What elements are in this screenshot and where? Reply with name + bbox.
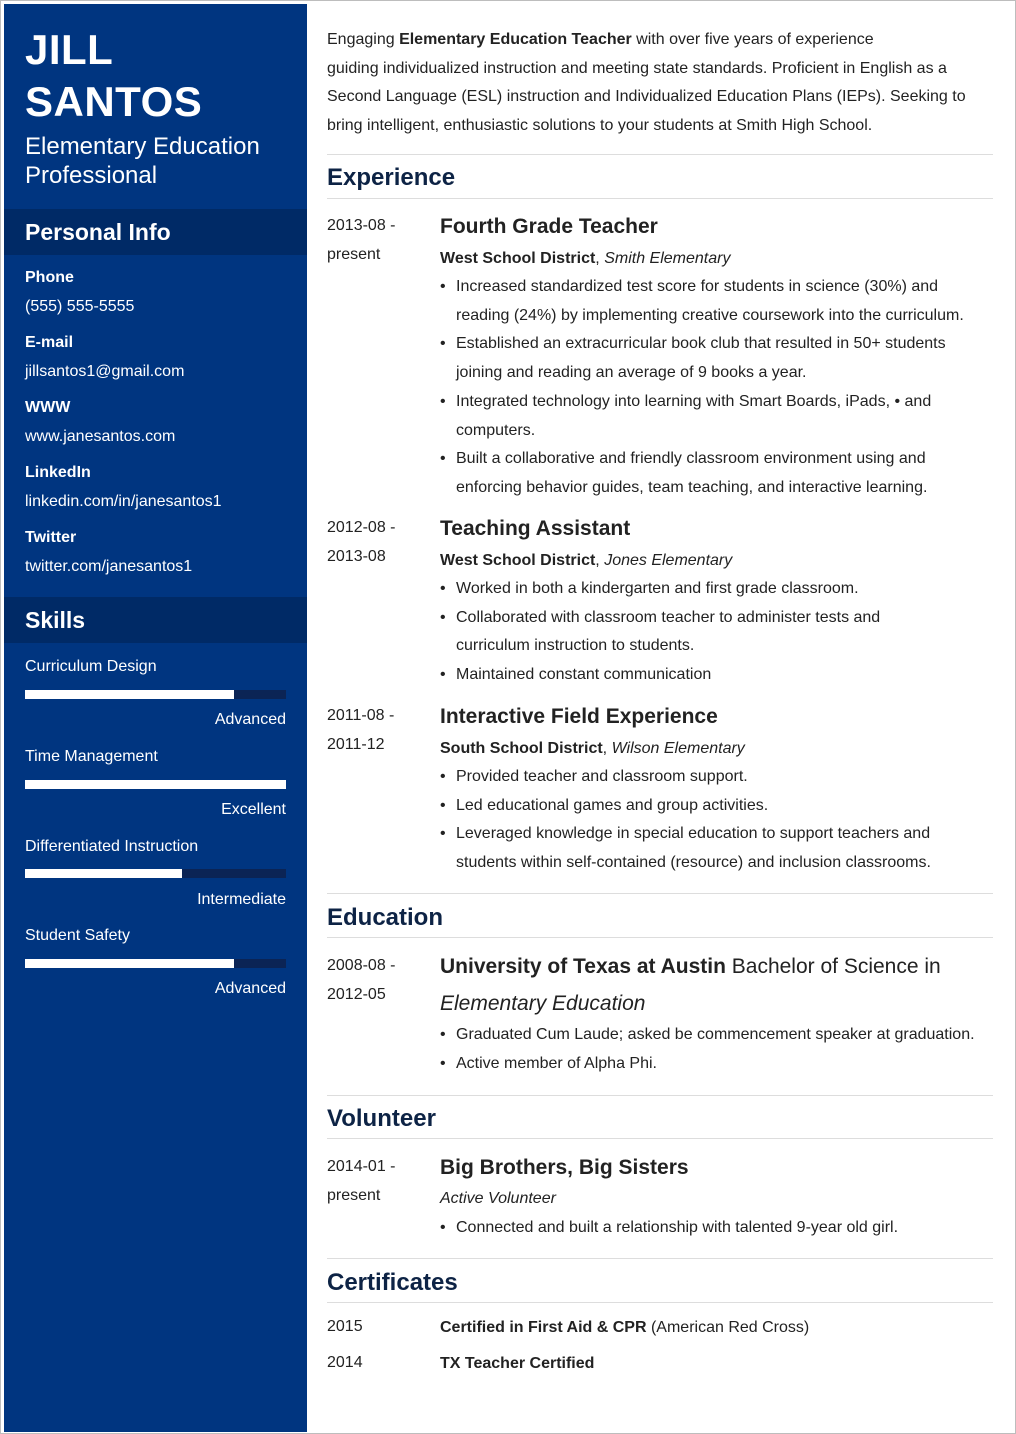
list-item: • Active member of Alpha Phi. <box>440 1050 993 1079</box>
list-item: • Increased standardized test score for students in science (30%) and reading (24%) by implementing creative coursework into the curriculum. <box>440 273 993 330</box>
twitter-value[interactable]: twitter.com/janesantos1 <box>25 558 193 575</box>
www-label: WWW <box>25 399 71 416</box>
volunteer-title: Volunteer <box>327 1105 436 1132</box>
divider <box>327 198 993 199</box>
job-title: Teaching Assistant <box>440 517 631 540</box>
list-item: • Built a collaborative and friendly classroom environment using and enforcing behavior guides, team teaching, and interactive learning. <box>440 445 993 502</box>
phone-label: Phone <box>25 269 74 286</box>
divider <box>327 154 993 155</box>
list-item: • Graduated Cum Laude; asked be commencement speaker at graduation. <box>440 1021 993 1050</box>
entry-date: 2011-08 - 2011-12 <box>327 707 395 753</box>
job-title: Fourth Grade Teacher <box>440 215 658 238</box>
twitter-label: Twitter <box>25 529 77 546</box>
skill-bar-fill <box>25 959 234 968</box>
skill-name: Curriculum Design <box>25 658 157 675</box>
divider <box>327 1302 993 1303</box>
education-title: Education <box>327 904 444 931</box>
skill-bar <box>25 869 286 878</box>
list-item: • Leveraged knowledge in special education to support teachers and students within self-contained (resource) and inclusion classrooms. <box>440 820 993 877</box>
list-item: • Worked in both a kindergarten and first grade classroom. <box>440 575 993 604</box>
skill-level: Advanced <box>214 711 286 728</box>
candidate-headline: Elementary Education Professional <box>25 133 260 189</box>
employer: South School District, Wilson Elementary <box>440 740 745 757</box>
cert-name: Certified in First Aid & CPR (American Red Cross) <box>440 1319 810 1336</box>
cert-year: 2015 <box>327 1318 363 1335</box>
job-title: Interactive Field Experience <box>440 705 718 728</box>
experience-title: Experience <box>327 164 456 191</box>
volunteer-org: Big Brothers, Big Sisters <box>440 1156 689 1179</box>
list-item: • Provided teacher and classroom support. <box>440 763 993 792</box>
job-bullets <box>440 575 993 690</box>
entry-date: 2014-01 - present <box>327 1158 396 1204</box>
divider <box>327 1095 993 1096</box>
divider <box>327 937 993 938</box>
list-item: • Led educational games and group activities. <box>440 792 993 821</box>
skill-bar <box>25 959 286 968</box>
phone-value: (555) 555-5555 <box>25 298 135 315</box>
entry-date: 2012-08 - 2013-08 <box>327 519 396 565</box>
skill-name: Student Safety <box>25 927 130 944</box>
job-bullets <box>440 763 993 878</box>
linkedin-label: LinkedIn <box>25 464 91 481</box>
personal-info-header: Personal Info <box>4 209 307 255</box>
volunteer-role: Active Volunteer <box>440 1190 556 1207</box>
divider <box>327 893 993 894</box>
entry-date: 2008-08 - 2012-05 <box>327 957 396 1003</box>
list-item: • Integrated technology into learning with Smart Boards, iPads, • and computers. <box>440 388 993 445</box>
skill-level: Excellent <box>221 801 286 818</box>
email-label: E-mail <box>25 334 74 351</box>
job-bullets <box>440 273 993 503</box>
candidate-name: JILL SANTOS <box>25 26 203 125</box>
skill-bar <box>25 780 286 789</box>
linkedin-value[interactable]: linkedin.com/in/janesantos1 <box>25 493 222 510</box>
entry-date: 2013-08 - present <box>327 217 396 263</box>
www-value[interactable]: www.janesantos.com <box>25 428 176 445</box>
skill-name: Differentiated Instruction <box>25 838 199 855</box>
skill-bar-fill <box>25 780 286 789</box>
employer: West School District, Smith Elementary <box>440 250 731 267</box>
skill-bar <box>25 690 286 699</box>
volunteer-bullets <box>440 1214 993 1243</box>
divider <box>327 1138 993 1139</box>
list-item: • Connected and built a relationship with talented 9-year old girl. <box>440 1214 993 1243</box>
education-bullets <box>440 1021 993 1078</box>
skill-level: Advanced <box>214 980 286 997</box>
cert-name: TX Teacher Certified <box>440 1355 595 1372</box>
list-item: • Established an extracurricular book club that resulted in 50+ students joining and reading an average of 9 books a year. <box>440 330 993 387</box>
list-item: • Maintained constant communication <box>440 661 993 690</box>
certificates-title: Certificates <box>327 1269 458 1296</box>
skill-bar-fill <box>25 869 182 878</box>
sidebar <box>4 4 307 1432</box>
divider <box>327 1258 993 1259</box>
cert-year: 2014 <box>327 1354 363 1371</box>
skill-name: Time Management <box>25 748 158 765</box>
education-degree: University of Texas at Austin Bachelor of Science in Elementary Education <box>440 955 941 1015</box>
skills-header: Skills <box>4 597 307 643</box>
list-item: • Collaborated with classroom teacher to administer tests and curriculum instruction to students. <box>440 604 993 661</box>
summary: Engaging Elementary Education Teacher with over five years of experience guiding individualized instruction and meeting state standards. Proficient in English as a Second Language (ESL) instruction and Individualized Education Plans (IEPs). Seeking to bring intelligent, enthusiastic solutions to your students at Smith High School. <box>327 31 966 135</box>
skill-bar-fill <box>25 690 234 699</box>
skill-level: Intermediate <box>197 891 286 908</box>
employer: West School District, Jones Elementary <box>440 552 733 569</box>
email-value[interactable]: jillsantos1@gmail.com <box>25 363 185 380</box>
